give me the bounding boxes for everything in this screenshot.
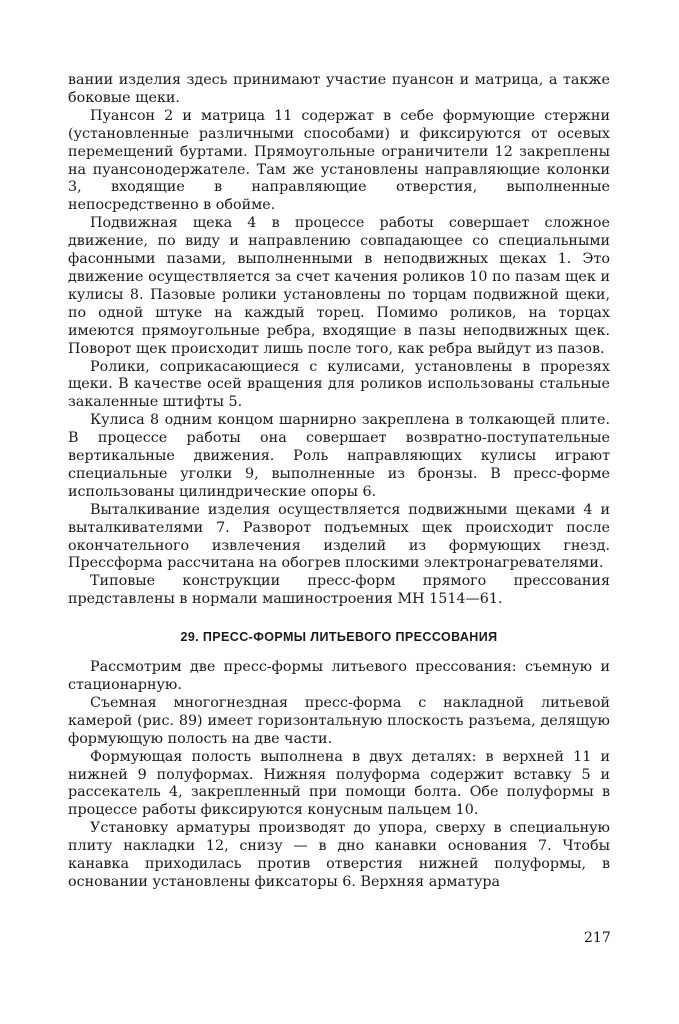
paragraph: Установку арматуры производят до упора, сверху в специальную плиту накладки 12, снизу — в дно канавки основания 7. Чтобы канавка приходилась против отверстия нижней полуформы, в основании установлены фиксаторы 6. Верхняя арматура bbox=[68, 820, 610, 890]
paragraph: Пуансон 2 и матрица 11 содержат в себе формующие стержни (установленные различными способами) и фиксируются от осевых перемещений буртами. Прямоугольные ограничители 12 закреплены на пуансонодержателе. Там же установлены направляющие колонки 3, входящие в направляющие отверстия, выполненные непосредственно в обойме. bbox=[68, 107, 610, 214]
body-text bbox=[68, 72, 610, 892]
section-heading: 29. ПРЕСС-ФОРМЫ ЛИТЬЕВОГО ПРЕССОВАНИЯ bbox=[180, 630, 498, 645]
text-block-bottom bbox=[68, 659, 610, 892]
paragraph: Кулиса 8 одним концом шарнирно закреплена в толкающей плите. В процессе работы она совершает возвратно-поступательные вертикальные движения. Роль направляющих кулисы играют специальные уголки 9, выполненные из бронзы. В пресс-форме использованы цилиндрические опоры 6. bbox=[68, 412, 610, 500]
page-number: 217 bbox=[584, 930, 611, 946]
paragraph: Ролики, соприкасающиеся с кулисами, установлены в прорезях щеки. В качестве осей вращения для роликов использованы стальные закаленные штифты 5. bbox=[68, 358, 610, 411]
paragraph: вании изделия здесь принимают участие пуансон и матрица, а также боковые щеки. bbox=[68, 72, 610, 106]
paragraph: Формующая полость выполнена в двух деталях: в верхней 11 и нижней 9 полуформах. Нижняя полуформа содержит вставку 5 и рассекатель 4, закрепленный при помощи болта. Обе полуформы в процессе работы фиксируются конусным пальцем 10. bbox=[68, 748, 610, 819]
paragraph: Съемная многогнездная пресс-форма с накладной литьевой камерой (рис. 89) имеет горизонтальную плоскость разъема, делящую формующую полость на две части. bbox=[68, 694, 610, 747]
paragraph: Рассмотрим две пресс-формы литьевого прессования: съемную и стационарную. bbox=[68, 659, 610, 693]
text-block-top bbox=[68, 72, 610, 609]
paragraph: Типовые конструкции пресс-форм прямого прессования представлены в нормали машиностроения МН 1514—61. bbox=[68, 573, 610, 608]
paragraph: Подвижная щека 4 в процессе работы совершает сложное движение, по виду и направлению совпадающее со специальными фасонными пазами, выполненными в неподвижных щеках 1. Это движение осуществляется за счет качения роликов 10 по пазам щек и кулисы 8. Пазовые ролики установлены по торцам подвижной щеки, по одной штуке на каждый торец. Помимо роликов, на торцах имеются прямоугольные ребра, входящие в пазы неподвижных щек. Поворот щек происходит лишь после того, как ребра выйдут из пазов. bbox=[68, 215, 610, 357]
paragraph: Выталкивание изделия осуществляется подвижными щеками 4 и выталкивателями 7. Разворот подъемных щек происходит после окончательного извлечения изделий из формующих гнезд. Прессформа рассчитана на обогрев плоскими электронагревателями. bbox=[68, 501, 610, 572]
